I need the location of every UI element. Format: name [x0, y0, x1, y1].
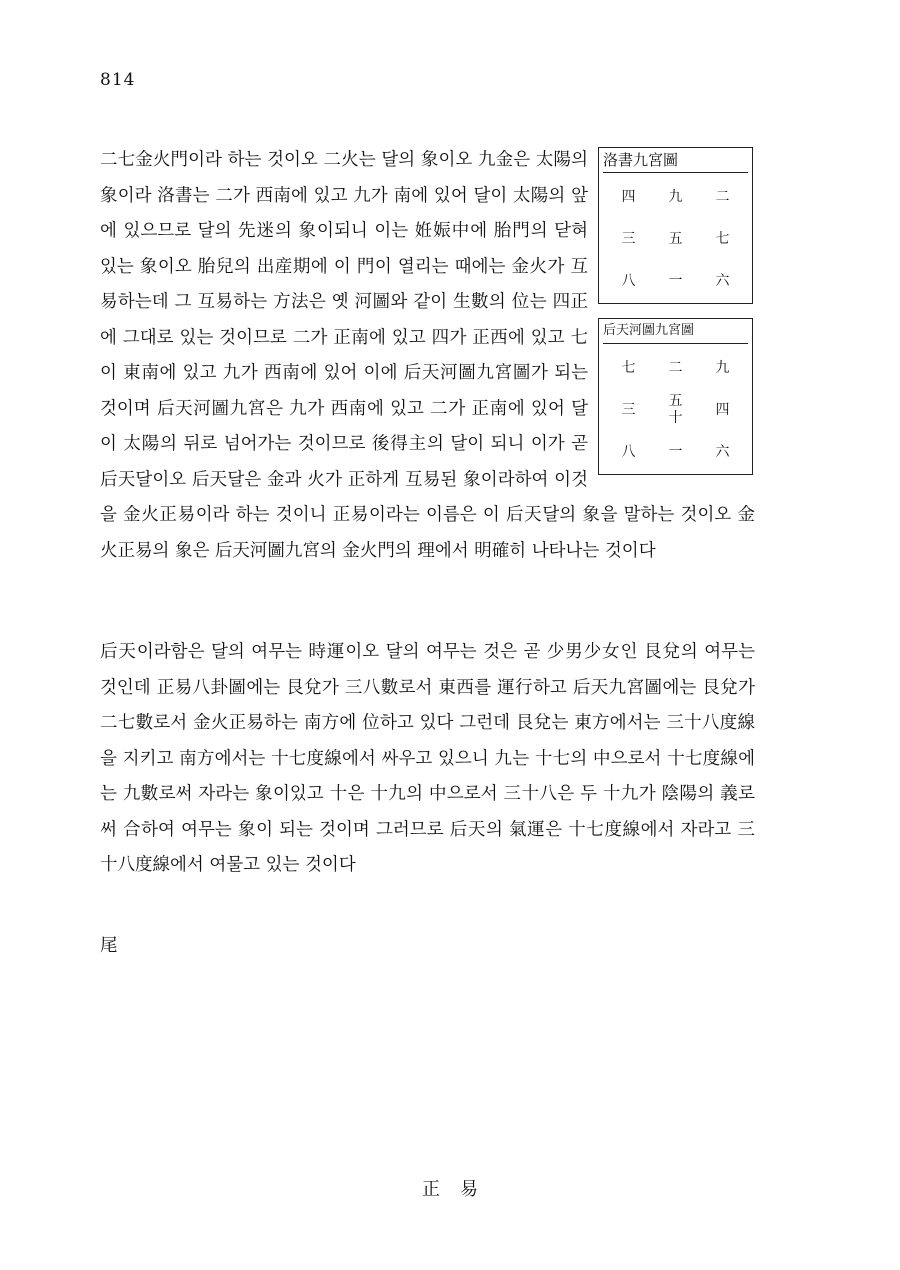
- diagram-grid: [599, 344, 752, 474]
- diagram-grid: [599, 173, 752, 303]
- diagram-cell: 四: [621, 188, 636, 205]
- later-heaven-hetu-nine-palace-diagram: [598, 318, 753, 475]
- page-footer: 正易: [422, 1179, 498, 1200]
- diagram-cell: 五 十: [668, 393, 683, 426]
- diagram-cell: 二: [715, 188, 730, 205]
- diagram-cell: 九: [715, 359, 730, 376]
- diagram-column: [598, 147, 755, 489]
- diagram-cell: 一: [668, 443, 683, 460]
- ending-mark: 尾: [100, 936, 118, 956]
- diagram-title: 后天河圖九宮圖: [603, 319, 748, 344]
- diagram-cell: 八: [621, 443, 636, 460]
- diagram-cell: 三: [621, 230, 636, 247]
- diagram-cell: 一: [668, 272, 683, 289]
- paragraph-2: 后天이라함은 달의 여무는 時運이오 달의 여무는 것은 곧 少男少女인 艮兌의 여무는 것인데 正易八卦圖에는 艮兌가 三八數로서 東西를 運行하고 后天九宮圖에는 艮兌가 二七數로서 金火正易하는 南方에 位하고 있다 그런데 艮兌는 東方에서는 三十八度線을 지키고 南方에서는 十七度線에서 싸우고 있으니 九는 十七의 中으로서 十七度線에는 九數로써 자라는 象이있고 十은 十九의 中으로서 三十八은 두 十九가 陰陽의 義로써 合하여 여무는 象이 되는 것이며 그러므로 后天의 氣運은 十七度線에서 자라고 三十八度線에서 여물고 있는 것이다: [100, 642, 755, 875]
- luoshu-nine-palace-diagram: [598, 147, 753, 304]
- diagram-cell: 七: [715, 230, 730, 247]
- paragraph-1: [100, 143, 755, 569]
- diagram-title: 洛書九宮圖: [603, 148, 748, 173]
- diagram-cell: 五: [668, 230, 683, 247]
- diagram-cell: 六: [715, 443, 730, 460]
- diagram-cell: 二: [668, 359, 683, 376]
- paragraph-1-text: 二七金火門이라 하는 것이오 二火는 달의 象이오 九金은 太陽의 象이라 洛書는 二가 西南에 있고 九가 南에 있어 달이 太陽의 앞에 있으므로 달의 先迷의 象이되니 이는 姙娠中에 胎門의 닫혀있는 象이오 胎兒의 出産期에 이 門이 열리는 때에는 金火가 互易하는데 그 互易하는 方法은 옛 河圖와 같이 生數의 位는 四正에 그대로 있는 것이므로 二가 正南에 있고 四가 正西에 있고 七이 東南에 있고 九가 西南에 있어 이에 后天河圖九宮圖가 되는 것이며 后天河圖九宮은 九가 西南에 있고 二가 正南에 있어 달이 太陽의 뒤로 넘어가는 것이므로 後得主의 달이 되니 이가 곧 后天달이오 后天달은 金과 火가 正하게 互易된 象이라하여 이것을 金火正易이라 하는 것이니 正易이라는 이름은 이 后天달의 象을 말하는 것이오 金火正易의 象은 后天河圖九宮의 金火門의 理에서 明確히 나타나는 것이다: [100, 150, 755, 561]
- diagram-cell: 七: [621, 359, 636, 376]
- diagram-cell: 八: [621, 272, 636, 289]
- diagram-cell: 三: [621, 401, 636, 418]
- diagram-cell: 六: [715, 272, 730, 289]
- diagram-cell: 九: [668, 188, 683, 205]
- page-number: 814: [100, 70, 136, 90]
- diagram-cell: 四: [715, 401, 730, 418]
